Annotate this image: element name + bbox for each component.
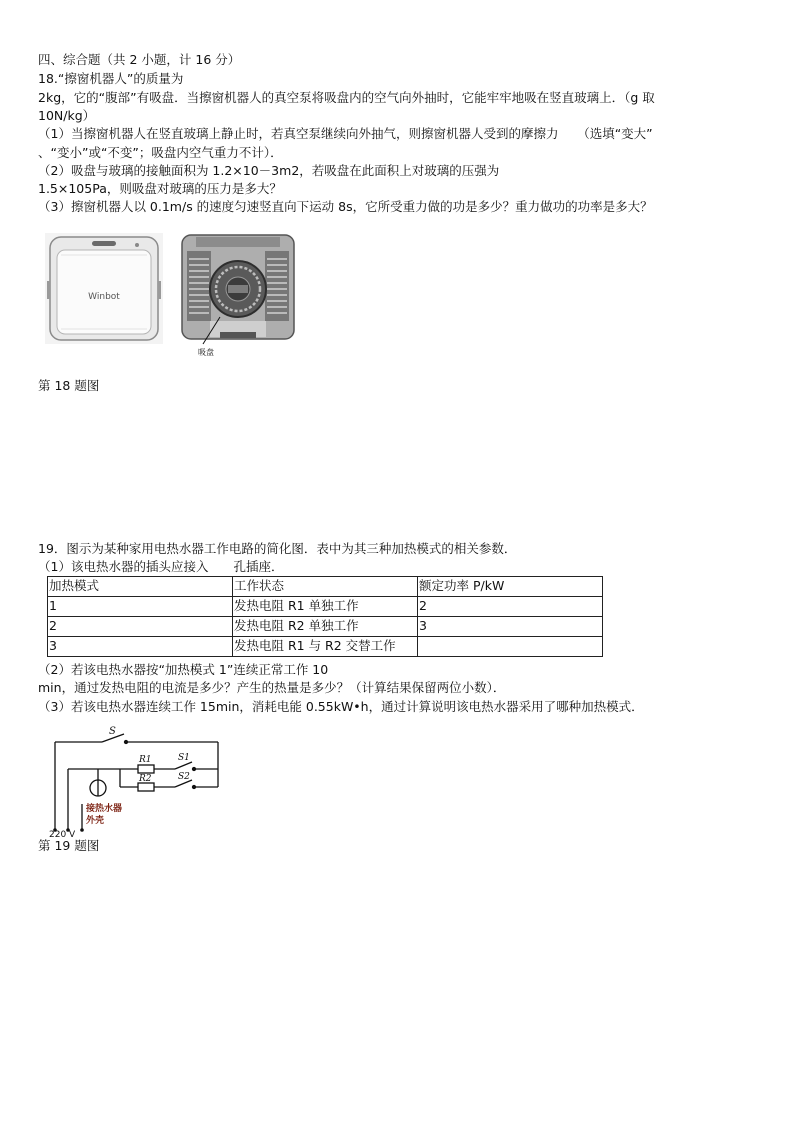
q18-stem-line1: 18.“擦窗机器人”的质量为 (38, 71, 184, 86)
r1-label: R1 (139, 755, 152, 765)
table-cell: 2 (48, 617, 233, 637)
table-cell (418, 637, 603, 657)
housing-label-1: 接热水器 (86, 804, 123, 814)
section-title: 四、综合题（共 2 小题，计 16 分） (38, 52, 241, 67)
table-header-cell: 加热模式 (48, 577, 233, 597)
table-header-row (48, 577, 603, 597)
table-cell: 3 (418, 617, 603, 637)
table-cell: 发热电阻 R1 单独工作 (233, 597, 418, 617)
robot-brand-logo: Winbot (88, 292, 120, 302)
heating-mode-table (47, 576, 603, 657)
q18-stem-line2: 2kg，它的“腹部”有吸盘．当擦窗机器人的真空泵将吸盘内的空气向外抽时，它能牢牢地吸在竖直玻璃上．（g 取 (38, 90, 655, 105)
table-row (48, 597, 603, 617)
table-header-cell: 额定功率 P/kW (418, 577, 603, 597)
q19-part2-line2: min，通过发热电阻的电流是多少？产生的热量是多少？（计算结果保留两位小数）． (38, 680, 506, 695)
fig18-caption: 第 18 题图 (38, 378, 100, 393)
table-header-cell: 工作状态 (233, 577, 418, 597)
table-cell: 发热电阻 R2 单独工作 (233, 617, 418, 637)
table-cell: 发热电阻 R1 与 R2 交替工作 (233, 637, 418, 657)
table-cell: 2 (418, 597, 603, 617)
q18-part3: （3）擦窗机器人以 0.1m/s 的速度匀速竖直向下运动 8s，它所受重力做的功是多少？重力做功的功率是多大？ (38, 199, 653, 214)
r2-label: R2 (139, 774, 152, 784)
table-cell: 1 (48, 597, 233, 617)
s2-label: S2 (178, 772, 190, 782)
table-cell: 3 (48, 637, 233, 657)
q18-part2-line2: 1.5×105Pa，则吸盘对玻璃的压力是多大？ (38, 181, 282, 196)
switch-s-label: S (109, 726, 116, 737)
q18-part1-line1: （1）当擦窗机器人在竖直玻璃上静止时，若真空泵继续向外抽气，则擦窗机器人受到的摩擦力 （选填“变大” (38, 126, 653, 141)
housing-label-2: 外壳 (86, 816, 105, 826)
circuit-diagram (40, 724, 225, 838)
table-row (48, 617, 603, 637)
fig19-caption: 第 19 题图 (38, 838, 100, 853)
robot-front-photo (45, 233, 163, 344)
q18-part2-line1: （2）吸盘与玻璃的接触面积为 1.2×10－3m2，若吸盘在此面积上对玻璃的压强为 (38, 163, 500, 178)
table-row (48, 637, 603, 657)
q18-stem-line3: 10N/kg） (38, 108, 96, 123)
q19-part2-line1: （2）若该电热水器按“加热模式 1”连续正常工作 10 (38, 662, 329, 677)
q19-part3: （3）若该电热水器连续工作 15min，消耗电能 0.55kW•h，通过计算说明该电热水器采用了哪种加热模式． (38, 699, 644, 714)
q19-stem: 19．图示为某种家用电热水器工作电路的简化图．表中为其三种加热模式的相关参数． (38, 541, 517, 556)
robot-bottom-photo (180, 233, 296, 358)
s1-label: S1 (178, 753, 190, 763)
q18-part1-line2: 、“变小”或“不变”；吸盘内空气重力不计）． (38, 145, 283, 160)
suction-cup-label: 吸盘 (198, 348, 214, 357)
q19-part1: （1）该电热水器的插头应接入 孔插座． (38, 559, 284, 574)
voltage-label: 220 V (49, 830, 76, 838)
